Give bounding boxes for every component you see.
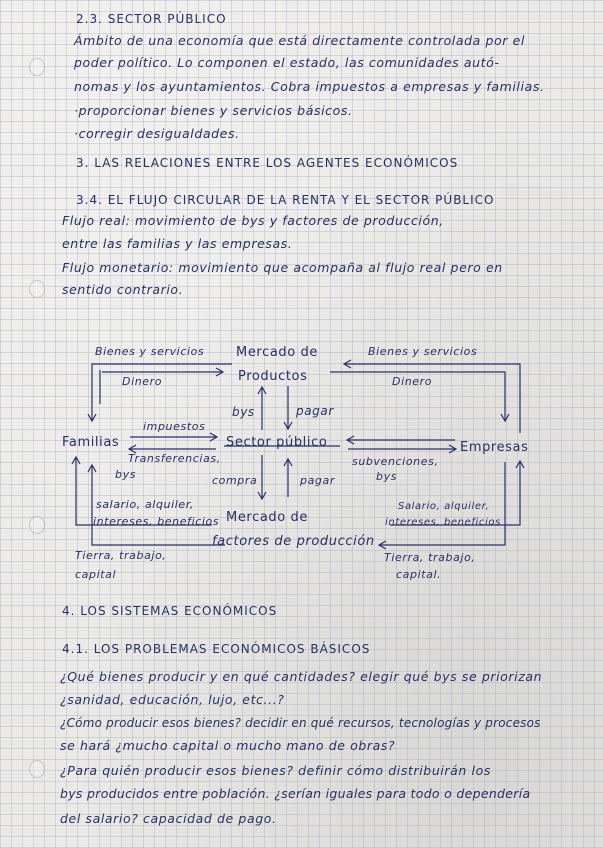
label-tierra: capital. (396, 568, 442, 581)
label-bys: bys (232, 405, 255, 419)
section-title: 3.4. EL FLUJO CIRCULAR DE LA RENTA Y EL SECTOR PÚBLICO (76, 193, 495, 207)
label-dinero: Dinero (122, 375, 163, 388)
label-compra: compra (212, 474, 258, 487)
bullet-line: ·proporcionar bienes y servicios básicos. (74, 103, 353, 118)
section-title: 4.1. LOS PROBLEMAS ECONÓMICOS BÁSICOS (62, 642, 371, 656)
text-line: Flujo real: movimiento de bys y factores de producción, (62, 213, 444, 228)
section-title: 4. LOS SISTEMAS ECONÓMICOS (62, 604, 278, 618)
mercado-factores-label: Mercado de (226, 510, 308, 525)
text-line: Ámbito de una economía que está directamente controlada por el (74, 33, 525, 48)
section-title: 3. LAS RELACIONES ENTRE LOS AGENTES ECONÓMICOS (76, 156, 459, 170)
text-line: del salario? capacidad de pago. (60, 811, 277, 826)
label-pagar: pagar (296, 404, 334, 418)
familias-node: Familias (62, 435, 120, 450)
label-bys: bys (376, 470, 398, 483)
label-salario: Salario, alquiler, (398, 501, 490, 512)
mercado-productos-label: Productos (238, 369, 308, 384)
mercado-productos-label: Mercado de (236, 345, 318, 360)
label-subvenciones: subvenciones, (352, 455, 439, 468)
text-line: entre las familias y las empresas. (62, 236, 293, 251)
label-dinero: Dinero (392, 375, 433, 388)
label-intereses: intereses, beneficios (385, 517, 501, 528)
text-line: ¿sanidad, educación, lujo, etc...? (60, 692, 285, 707)
label-tierra: Tierra, trabajo, (384, 551, 476, 564)
text-line: ¿Cómo producir esos bienes? decidir en qué recursos, tecnologías y procesos (60, 716, 541, 730)
text-line: sentido contrario. (62, 282, 184, 297)
text-line: poder político. Lo componen el estado, las comunidades autó- (74, 55, 500, 70)
text-line: ¿Para quién producir esos bienes? definir cómo distribuirán los (60, 763, 491, 778)
label-bienes-servicios: Bienes y servicios (368, 345, 478, 358)
label-transferencias: Transferencias, (128, 452, 221, 465)
text-line: bys producidos entre población. ¿serían iguales para todo o dependería (60, 786, 531, 801)
label-impuestos: impuestos (143, 420, 206, 433)
empresas-node: Empresas (460, 440, 529, 455)
label-bys: bys (115, 468, 137, 481)
label-salario: salario, alquiler, (96, 498, 195, 511)
flow-arrow (345, 364, 520, 433)
text-line: ¿Qué bienes producir y en qué cantidades? elegir qué bys se priorizan (60, 669, 543, 684)
mercado-factores-label: factores de producción (212, 534, 375, 549)
text-line: Flujo monetario: movimiento que acompaña al flujo real pero en (62, 260, 503, 275)
section-title: 2.3. SECTOR PÚBLICO (76, 12, 227, 26)
label-bienes-servicios: Bienes y servicios (95, 345, 205, 358)
text-line: nomas y los ayuntamientos. Cobra impuestos a empresas y familias. (74, 79, 545, 94)
label-tierra: Tierra, trabajo, (75, 549, 167, 562)
sector-publico-node: Sector público (226, 435, 328, 450)
label-intereses: intereses, beneficios (93, 515, 220, 528)
label-tierra: capital (75, 568, 117, 581)
bullet-line: ·corregir desigualdades. (74, 126, 240, 141)
text-line: se hará ¿mucho capital o mucho mano de obras? (60, 738, 396, 753)
label-pagar: pagar (300, 474, 335, 487)
